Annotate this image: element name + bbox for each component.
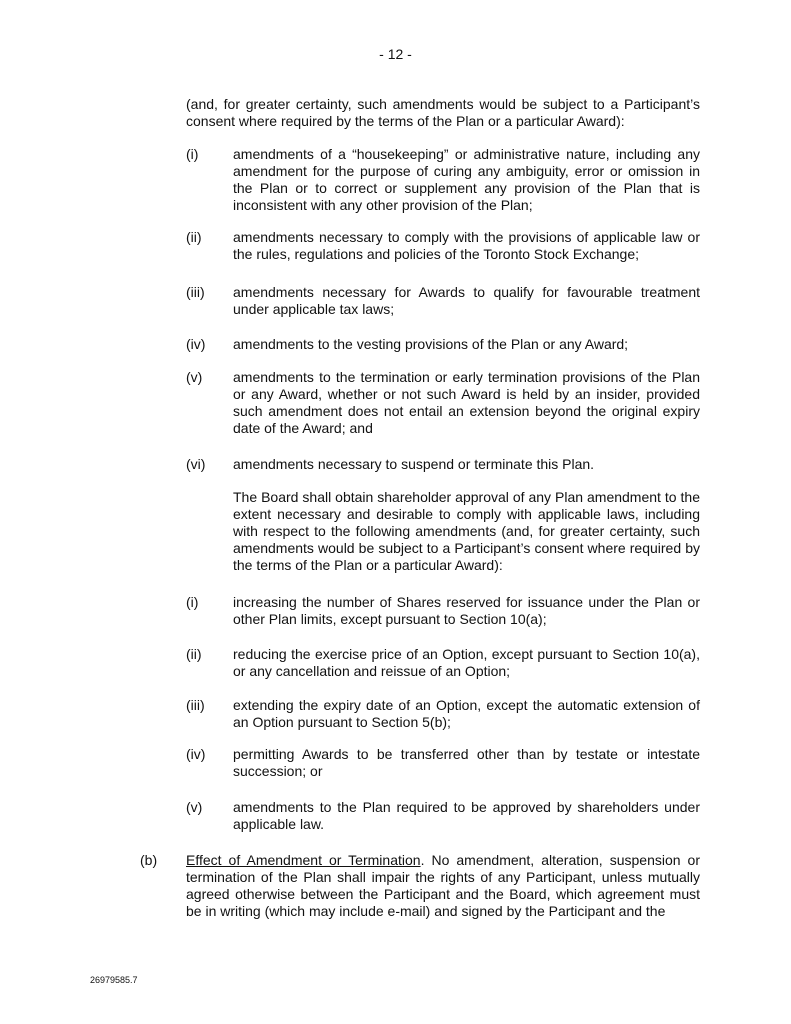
list-item xyxy=(186,456,700,473)
list-item-label: (vi) xyxy=(186,456,206,472)
list-item-text: permitting Awards to be transferred other than by testate or intestate succession; or xyxy=(233,746,700,779)
list-item-label: (iii) xyxy=(186,697,205,713)
list-item xyxy=(186,284,700,318)
list-item xyxy=(186,646,700,680)
list-item-label: (ii) xyxy=(186,229,202,245)
list-item xyxy=(186,336,700,353)
list-item xyxy=(186,799,700,833)
list-item-text: amendments to the termination or early termination provisions of the Plan or any Award, whether or not such Award is held by an insider, provided such amendment does not entail an extension beyond the original expiry date of the Award; and xyxy=(233,369,700,436)
list-item-label: (iii) xyxy=(186,284,205,300)
list-item xyxy=(186,746,700,780)
shareholder-approval-paragraph: The Board shall obtain shareholder approval of any Plan amendment to the extent necessary and desirable to comply with applicable laws, including with respect to the following amendments (and, for greater certainty, such amendments would be subject to a Participant’s consent where required by the terms of the Plan or a particular Award): xyxy=(233,489,700,573)
list-item-label: (i) xyxy=(186,146,199,162)
list-item-text: amendments to the vesting provisions of the Plan or any Award; xyxy=(233,336,629,352)
list-item xyxy=(186,369,700,437)
section-body: . No amendment, alteration, suspension or termination of the Plan shall impair the rights of any Participant, unless mutually agreed otherwise between the Participant and the Board, which agreement must be in writing (which may include e-mail) and signed by the Participant and the xyxy=(186,852,701,919)
list-item-label: (ii) xyxy=(186,646,202,662)
list-item-text: amendments of a “housekeeping” or administrative nature, including any amendment for the purpose of curing any ambiguity, error or omission in the Plan or to correct or supplement any provision of the Plan that is inconsistent with any other provision of the Plan; xyxy=(233,146,700,213)
section-label: (b) xyxy=(140,852,158,868)
list-item-label: (iv) xyxy=(186,746,206,762)
list-item xyxy=(186,697,700,731)
list-item-text: extending the expiry date of an Option, except the automatic extension of an Option pursuant to Section 5(b); xyxy=(233,697,700,730)
section-heading: Effect of Amendment or Termination xyxy=(186,852,421,868)
list-item-text: amendments to the Plan required to be approved by shareholders under applicable law. xyxy=(233,799,700,832)
list-item-text: amendments necessary for Awards to qualify for favourable treatment under applicable tax laws; xyxy=(233,284,700,317)
list-item-label: (i) xyxy=(186,594,199,610)
list-item-text: reducing the exercise price of an Option, except pursuant to Section 10(a), or any cancellation and reissue of an Option; xyxy=(233,646,700,679)
page-number: - 12 - xyxy=(379,46,412,62)
list-item-label: (v) xyxy=(186,369,203,385)
section-b-paragraph xyxy=(186,852,700,920)
list-item-text: increasing the number of Shares reserved for issuance under the Plan or other Plan limits, except pursuant to Section 10(a); xyxy=(233,594,700,627)
list-item-text: amendments necessary to comply with the provisions of applicable law or the rules, regulations and policies of the Toronto Stock Exchange; xyxy=(233,229,700,262)
document-id: 26979585.7 xyxy=(90,975,138,985)
list-item xyxy=(186,594,700,628)
intro-paragraph: (and, for greater certainty, such amendments would be subject to a Participant’s consent where required by the terms of the Plan or a particular Award): xyxy=(186,96,700,129)
list-item-label: (v) xyxy=(186,799,203,815)
list-item xyxy=(186,146,700,214)
list-item-label: (iv) xyxy=(186,336,206,352)
list-item-text: amendments necessary to suspend or terminate this Plan. xyxy=(233,456,595,472)
list-item xyxy=(186,229,700,263)
